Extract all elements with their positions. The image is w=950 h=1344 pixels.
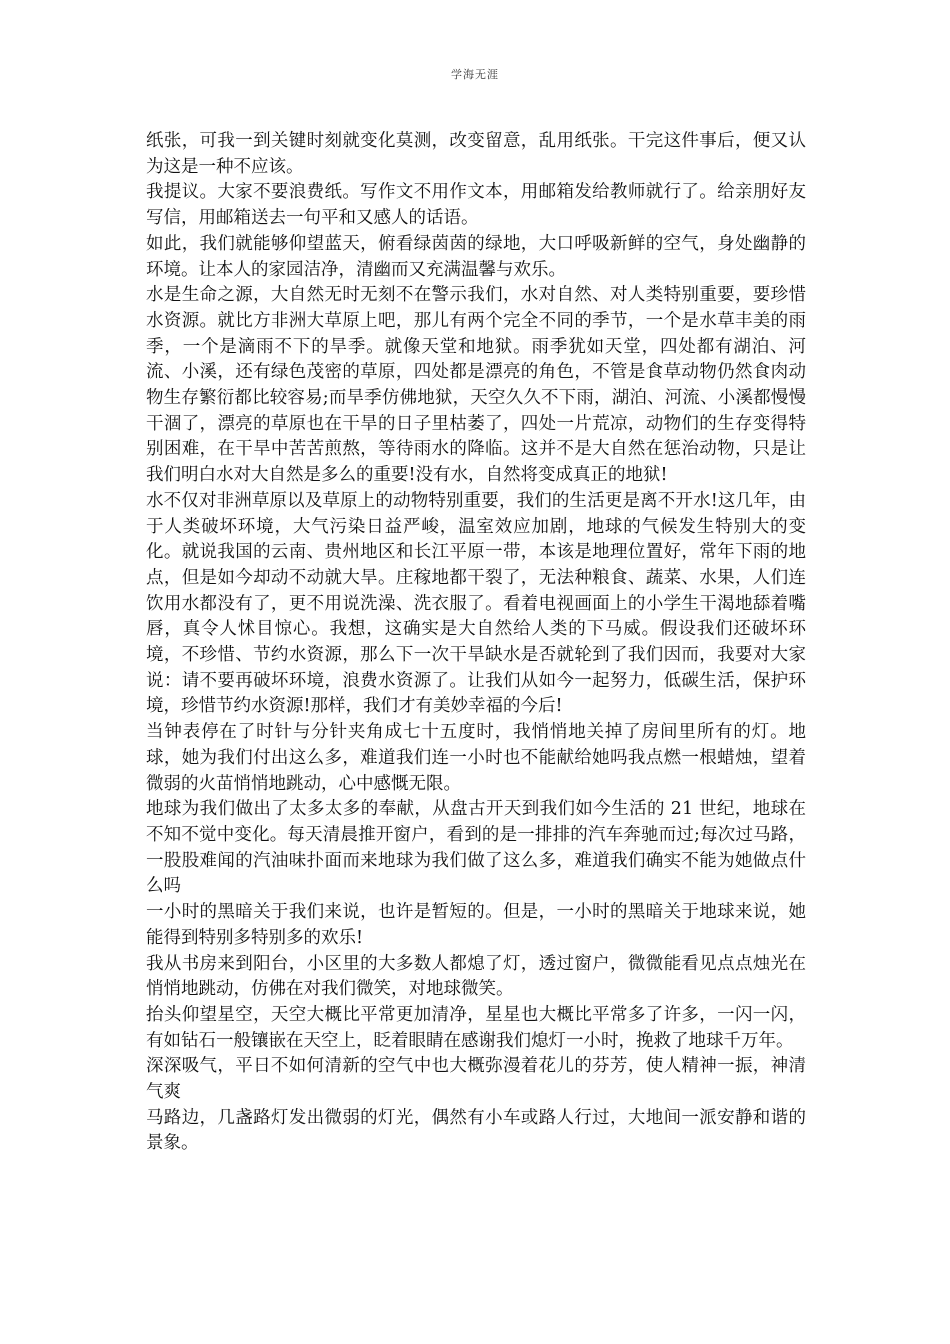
page-header: 学海无涯 [451, 68, 499, 81]
paragraph-7: 地球为我们做出了太多太多的奉献，从盘古开天到我们如今生活的 21 世纪，地球在不知不觉中变化。每天清晨推开窗户，看到的是一排排的汽车奔驰而过;每次过马路，一股股难闻的汽油味扑面而来地球为我们做了这么多，难道我们确实不能为她做点什么吗 [146, 799, 806, 897]
paragraph-10: 抬头仰望星空，天空大概比平常更加清净，星星也大概比平常多了许多，一闪一闪，有如钻石一般镶嵌在天空上，眨着眼睛在感谢我们熄灯一小时，挽救了地球千万年。 [146, 1004, 806, 1051]
paragraph-3: 如此，我们就能够仰望蓝天，俯看绿茵茵的绿地，大口呼吸新鲜的空气，身处幽静的环境。让本人的家园洁净，清幽而又充满温馨与欢乐。 [146, 233, 806, 280]
paragraph-12: 马路边，几盏路灯发出微弱的灯光，偶然有小车或路人行过，大地间一派安静和谐的景象。 [146, 1107, 806, 1154]
paragraph-2: 我提议。大家不要浪费纸。写作文不用作文本，用邮箱发给教师就行了。给亲朋好友写信，用邮箱送去一句平和又感人的话语。 [146, 182, 806, 229]
paragraph-5: 水不仅对非洲草原以及草原上的动物特别重要，我们的生活更是离不开水!这几年，由于人类破坏环境，大气污染日益严峻，温室效应加剧，地球的气候发生特别大的变化。就说我国的云南、贵州地区和长江平原一带，本该是地理位置好，常年下雨的地点，但是如今却动不动就大旱。庄稼地都干裂了，无法种粮食、蔬菜、水果，人们连饮用水都没有了，更不用说洗澡、洗衣服了。看着电视画面上的小学生干渴地舔着嘴唇，真令人怵目惊心。我想，这确实是大自然给人类的下马威。假设我们还破坏环境，不珍惜、节约水资源，那么下一次干旱缺水是否就轮到了我们因而，我要对大家说：请不要再破坏环境，浪费水资源了。让我们从如今一起努力，低碳生活，保护环境，珍惜节约水资源!那样，我们才有美妙幸福的今后! [146, 490, 806, 717]
document-body [146, 129, 806, 1157]
paragraph-4: 水是生命之源，大自然无时无刻不在警示我们，水对自然、对人类特别重要，要珍惜水资源。就比方非洲大草原上吧，那儿有两个完全不同的季节，一个是水草丰美的雨季，一个是滴雨不下的旱季。就像天堂和地狱。雨季犹如天堂，四处都有湖泊、河流、小溪，还有绿色茂密的草原，四处都是漂亮的角色，不管是食草动物仍然食肉动物生存繁衍都比较容易;而旱季仿佛地狱，天空久久不下雨，湖泊、河流、小溪都慢慢干涸了，漂亮的草原也在干旱的日子里枯萎了，四处一片荒凉，动物们的生存变得特别困难，在干旱中苦苦煎熬，等待雨水的降临。这并不是大自然在惩治动物，只是让我们明白水对大自然是多么的重要!没有水，自然将变成真正的地狱! [146, 285, 806, 486]
paragraph-6: 当钟表停在了时针与分针夹角成七十五度时，我悄悄地关掉了房间里所有的灯。地球，她为我们付出这么多，难道我们连一小时也不能献给她吗我点燃一根蜡烛，望着微弱的火苗悄悄地跳动，心中感慨无限。 [146, 722, 806, 794]
paragraph-11: 深深吸气，平日不如何清新的空气中也大概弥漫着花儿的芬芳，使人精神一振，神清气爽 [146, 1056, 806, 1103]
paragraph-9: 我从书房来到阳台，小区里的大多数人都熄了灯，透过窗户，微微能看见点点烛光在悄悄地跳动，仿佛在对我们微笑，对地球微笑。 [146, 953, 806, 1000]
paragraph-8: 一小时的黑暗关于我们来说，也许是暂短的。但是，一小时的黑暗关于地球来说，她能得到特别多特别多的欢乐! [146, 902, 806, 948]
paragraph-1: 纸张，可我一到关键时刻就变化莫测，改变留意，乱用纸张。干完这件事后，便又认为这是一种不应该。 [146, 131, 806, 177]
